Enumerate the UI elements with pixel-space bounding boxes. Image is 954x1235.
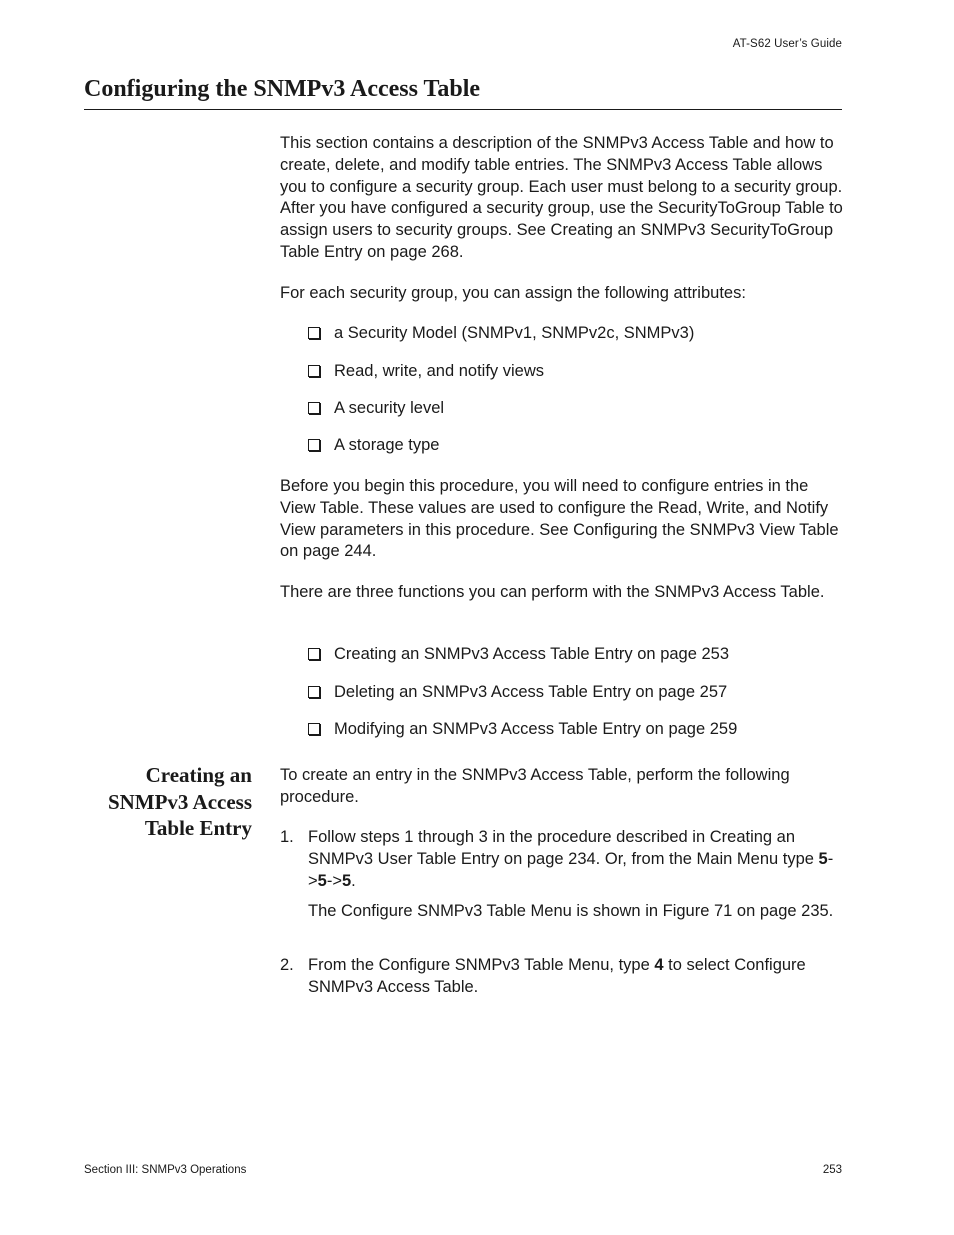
list-item: A security level: [308, 398, 444, 420]
list-item: Read, write, and notify views: [308, 361, 544, 383]
list-item: Deleting an SNMPv3 Access Table Entry on page 257: [308, 682, 727, 704]
subsection-intro: To create an entry in the SNMPv3 Access Table, perform the following procedure.: [280, 766, 790, 806]
step-note: The Configure SNMPv3 Table Menu is shown in Figure 71 on page 235.: [308, 902, 834, 921]
intro-paragraph: This section contains a description of the SNMPv3 Access Table and how to create, delete, and modify table entries. The SNMPv3 Access Table allows you to configure a security group. Each user must belong to a security group. After you have configured a security group, use the SecurityToGroup Table to assign users to security groups. See Creating an SNMPv3 SecurityToGroup Table Entry on page 268.: [280, 134, 843, 261]
checkbox-bullet-icon: [308, 365, 320, 377]
checkbox-bullet-icon: [308, 402, 320, 414]
list-item: A storage type: [308, 435, 440, 457]
subsection-heading: Creating an SNMPv3 Access Table Entry: [107, 763, 252, 840]
list-item: Modifying an SNMPv3 Access Table Entry on page 259: [308, 719, 737, 741]
title-rule: [84, 109, 842, 110]
functions-intro: There are three functions you can perform with the SNMPv3 Access Table.: [280, 583, 825, 601]
checkbox-bullet-icon: [308, 439, 320, 451]
step-number: 2.: [280, 956, 294, 974]
before-begin-paragraph: Before you begin this procedure, you will need to configure entries in the View Table. These values are used to configure the Read, Write, and Notify View parameters in this procedure. See Configuring the SNMPv3 View Table on page 244.: [280, 477, 839, 561]
checkbox-bullet-icon: [308, 723, 320, 735]
section-title: Configuring the SNMPv3 Access Table: [84, 76, 481, 102]
step-number: 1.: [280, 828, 294, 846]
checkbox-bullet-icon: [308, 648, 320, 660]
footer-section: Section III: SNMPv3 Operations: [84, 1164, 247, 1176]
list-item: Creating an SNMPv3 Access Table Entry on page 253: [308, 644, 729, 666]
list-item: a Security Model (SNMPv1, SNMPv2c, SNMPv3): [308, 323, 694, 345]
step-text: From the Configure SNMPv3 Table Menu, type 4 to select Configure SNMPv3 Access Table.: [308, 956, 806, 996]
running-header: AT-S62 User’s Guide: [732, 38, 842, 50]
procedure-step: [280, 955, 845, 999]
procedure-step: [280, 827, 845, 923]
page-number: 253: [822, 1164, 842, 1176]
step-text: Follow steps 1 through 3 in the procedure described in Creating an SNMPv3 User Table Entry on page 234. Or, from the Main Menu type 5->5->5.: [308, 828, 834, 890]
checkbox-bullet-icon: [308, 686, 320, 698]
attributes-intro: For each security group, you can assign the following attributes:: [280, 284, 746, 302]
checkbox-bullet-icon: [308, 327, 320, 339]
